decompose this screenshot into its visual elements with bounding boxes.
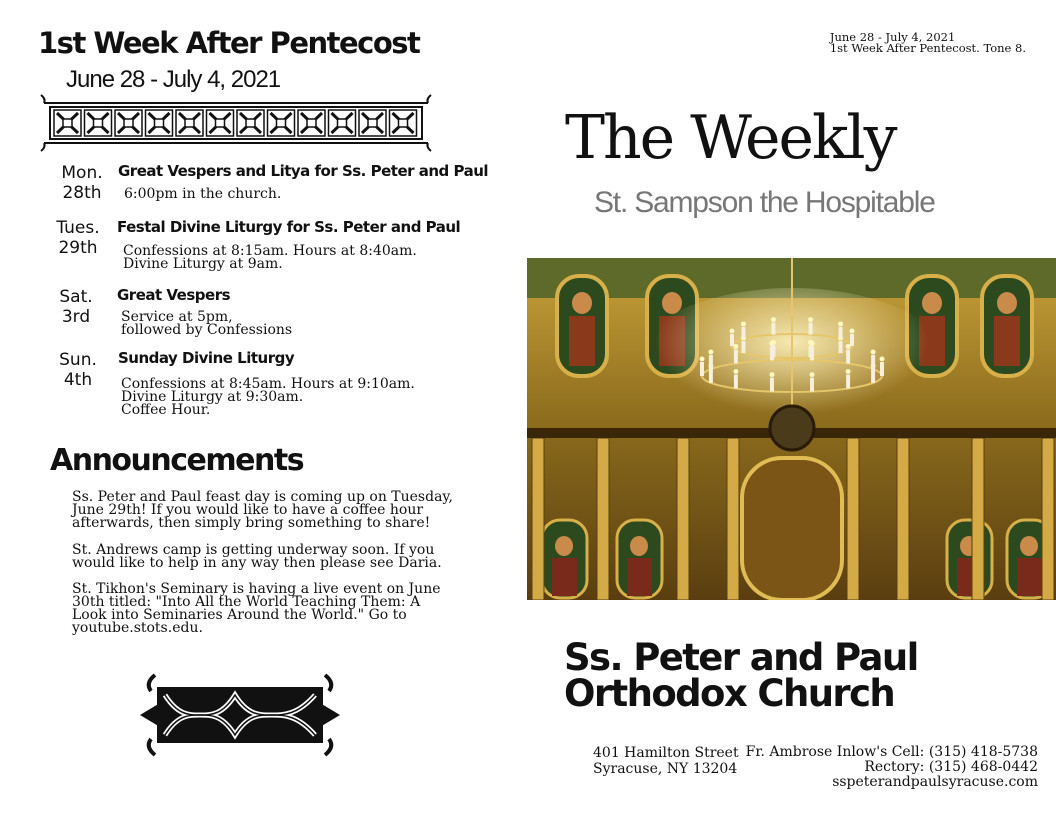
event-details: Service at 5pm, followed by Confessions <box>121 309 293 338</box>
event-details: Confessions at 8:15am. Hours at 8:40am. Divine Liturgy at 9am. <box>123 243 417 272</box>
announcements-heading: Announcements <box>50 443 304 478</box>
schedule-day-mon: Mon. 28th <box>61 163 103 203</box>
church-name: Ss. Peter and Paul Orthodox Church <box>564 636 918 715</box>
celtic-knot-ornament-image <box>135 665 345 765</box>
schedule-day-sun: Sun. 4th <box>59 350 97 390</box>
schedule-day-sat: Sat. 3rd <box>59 287 93 327</box>
contact-info: Fr. Ambrose Inlow's Cell: (315) 418-5738 Rectory: (315) 468-0442 sspeterandpaulsyracuse.com <box>745 744 1038 790</box>
announcement-item: St. Andrews camp is getting underway soon. If you would like to help in any way then please see Daria. <box>72 542 442 571</box>
website-link[interactable]: sspeterandpaulsyracuse.com <box>832 774 1038 790</box>
saint-of-day: St. Sampson the Hospitable <box>594 186 935 219</box>
header-info: June 28 - July 4, 2021 1st Week After Pentecost. Tone 8. <box>829 30 1026 55</box>
announcement-item: Ss. Peter and Paul feast day is coming up on Tuesday, June 29th! If you would like to have a coffee hour afterwards, then simply bring something to share! <box>72 489 453 531</box>
event-details: Confessions at 8:45am. Hours at 9:10am. Divine Liturgy at 9:30am. Coffee Hour. <box>121 376 415 418</box>
event-title: Great Vespers and Litya for Ss. Peter and Paul <box>118 162 489 180</box>
iconostasis-photo <box>527 258 1056 600</box>
announcement-item: St. Tikhon's Seminary is having a live event on June 30th titled: "Into All the World Teaching Them: A Look into Seminaries Around the World." Go to youtube.stots.edu. <box>72 581 441 636</box>
week-dates: June 28 - July 4, 2021 <box>66 66 281 93</box>
event-title: Festal Divine Liturgy for Ss. Peter and Paul <box>117 218 461 236</box>
event-title: Great Vespers <box>117 286 231 304</box>
church-address: 401 Hamilton Street Syracuse, NY 13204 <box>593 745 739 777</box>
event-title: Sunday Divine Liturgy <box>118 349 295 367</box>
week-title: 1st Week After Pentecost <box>38 26 420 60</box>
ornamental-banner-image <box>36 93 436 153</box>
schedule-day-tues: Tues. 29th <box>56 218 100 258</box>
event-details: 6:00pm in the church. <box>124 186 282 202</box>
newsletter-title: The Weekly <box>565 103 896 173</box>
